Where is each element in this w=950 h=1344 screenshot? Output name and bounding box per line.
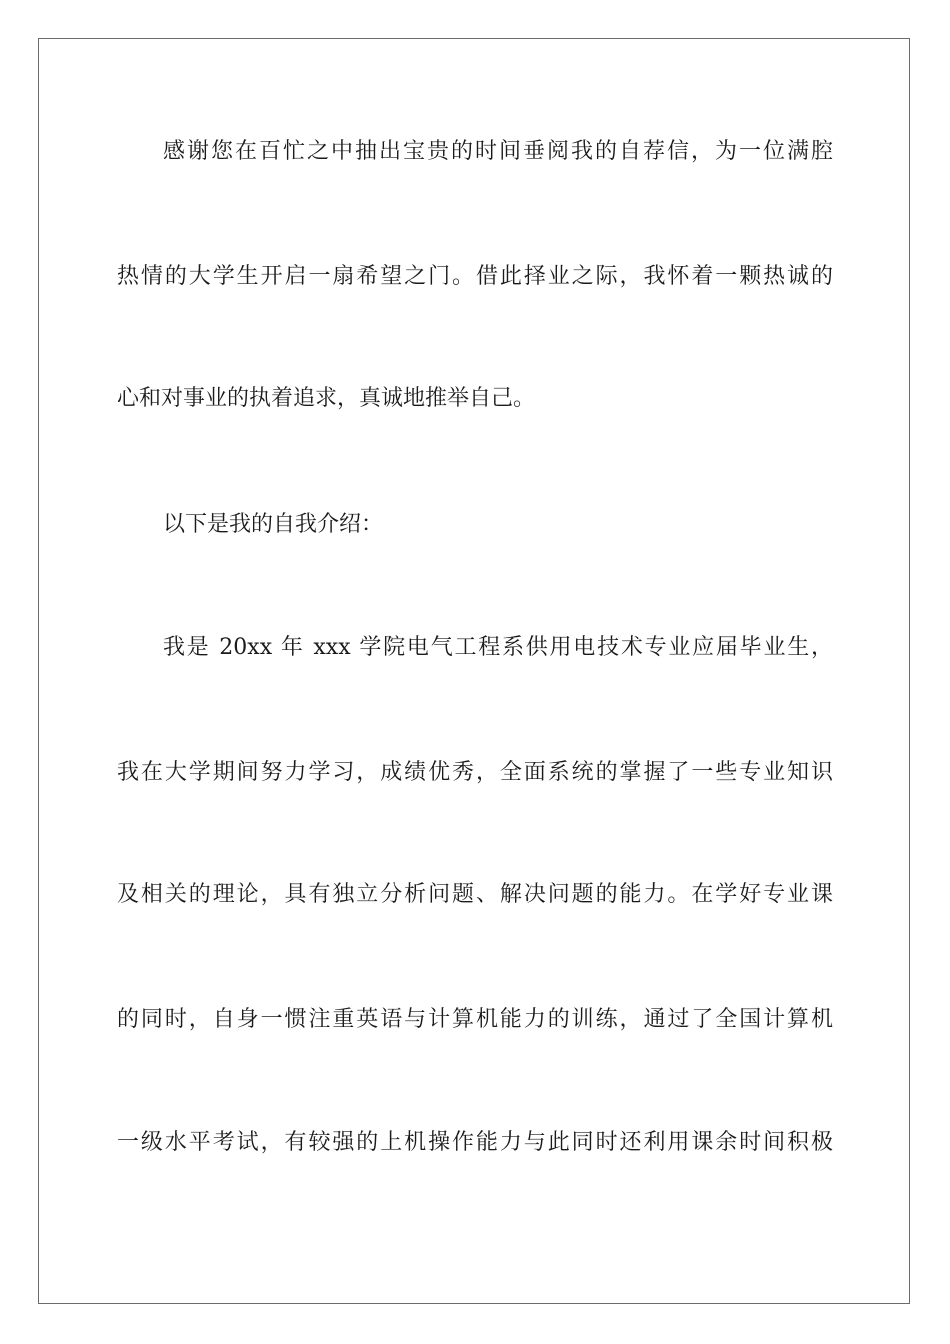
paragraph-1-line-2: 热情的大学生开启一扇希望之门。借此择业之际，我怀着一颗热诚的 — [117, 264, 833, 289]
paragraph-1-line-1: 感谢您在百忙之中抽出宝贵的时间垂阅我的自荐信，为一位满腔 — [163, 139, 833, 164]
paragraph-3-line-3: 及相关的理论，具有独立分析问题、解决问题的能力。在学好专业课 — [117, 882, 833, 907]
paragraph-3-line-4: 的同时，自身一惯注重英语与计算机能力的训练，通过了全国计算机 — [117, 1007, 833, 1032]
paragraph-2-line-1: 以下是我的自我介绍： — [163, 512, 384, 537]
paragraph-1-line-3: 心和对事业的执着追求，真诚地推举自己。 — [117, 386, 536, 411]
page-border — [38, 38, 910, 1304]
paragraph-3-line-2: 我在大学期间努力学习，成绩优秀，全面系统的掌握了一些专业知识 — [117, 760, 833, 785]
paragraph-3-line-1: 我是 20xx 年 xxx 学院电气工程系供用电技术专业应届毕业生， — [163, 635, 833, 660]
paragraph-3-line-5: 一级水平考试，有较强的上机操作能力与此同时还利用课余时间积极 — [117, 1130, 833, 1155]
